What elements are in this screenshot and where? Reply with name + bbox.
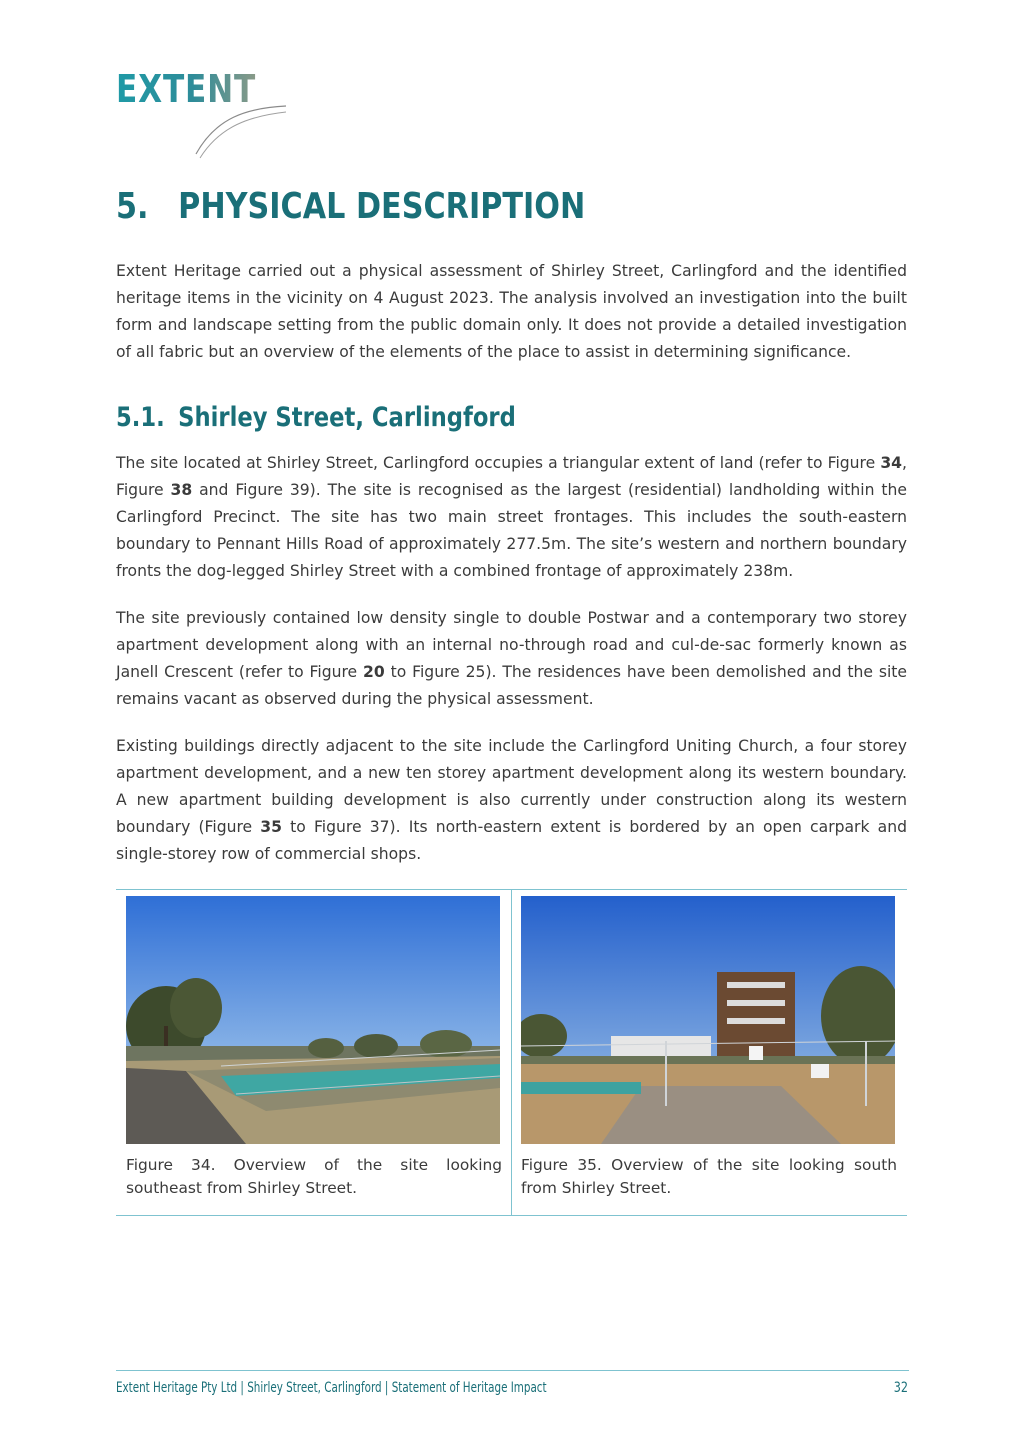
figure-35: [521, 896, 897, 1200]
site-photo-south: [521, 896, 895, 1144]
figure-ref-38: 38: [170, 481, 193, 499]
figure-34-caption: Figure 34. Overview of the site looking southeast from Shirley Street.: [126, 1156, 502, 1197]
subsection-number: 5.1.: [116, 402, 165, 433]
intro-paragraph: Extent Heritage carried out a physical assessment of Shirley Street, Carlingford and the identified heritage items in the vicinity on 4 August 2023. The analysis involved an investigation into the built form and landscape setting from the public domain only. It does not provide a detailed investigation of all fabric but an overview of the elements of the place to assist in determining significance.: [116, 262, 907, 361]
footer-text: Extent Heritage Pty Ltd | Shirley Street, Carlingford | Statement of Heritage Impact: [116, 1380, 547, 1396]
text-run: to Figure 37). Its north-eastern extent is bordered by an open carpark and single-storey row of commercial shops.: [116, 818, 907, 863]
figure-ref-34: 34: [880, 454, 903, 472]
figure-35-caption: Figure 35. Overview of the site looking south from Shirley Street.: [521, 1156, 897, 1197]
text-run: The site located at Shirley Street, Carlingford occupies a triangular extent of land (refer to Figure: [116, 454, 881, 472]
logo-swoosh-icon: [186, 96, 286, 160]
footer-divider: [116, 1370, 909, 1371]
section-title-text: PHYSICAL DESCRIPTION: [178, 186, 586, 227]
text-run: and Figure 39). The site is recognised as the largest (residential) landholding within the Carlingford Precinct. The site has two main street frontages. This includes the south-eastern boundary to Pennant Hills Road of approximately 277.5m. The site’s western and northern boundary fronts the dog-legged Shirley Street with a combined frontage of approximately 238m.: [116, 481, 907, 580]
paragraph-adjacent-buildings: [116, 733, 907, 868]
figure-divider: [511, 890, 512, 1215]
subsection-title-text: Shirley Street, Carlingford: [178, 402, 516, 433]
paragraph-site-location: [116, 450, 907, 585]
text-run: , Figure: [116, 454, 907, 499]
page-number: 32: [893, 1380, 908, 1396]
logo-wordmark: EXTENT: [116, 67, 257, 111]
subsection-heading: [116, 402, 516, 433]
extent-logo: [116, 67, 286, 160]
text-run: Existing buildings directly adjacent to the site include the Carlingford Uniting Church, a four storey apartment development, and a new ten storey apartment development along its western boundary. A new apartment building development is also currently under construction along its western boundary (Figure: [116, 737, 907, 836]
text-run: to Figure 25). The residences have been demolished and the site remains vacant as observed during the physical assessment.: [116, 663, 907, 708]
site-photo-southeast: [126, 896, 500, 1144]
figure-ref-35: 35: [260, 818, 282, 836]
figure-ref-20: 20: [363, 663, 385, 681]
section-heading: [116, 186, 585, 227]
figure-table: [116, 889, 907, 1216]
figure-34: [126, 896, 502, 1200]
paragraph-site-history: [116, 605, 907, 713]
section-number: 5.: [116, 186, 149, 227]
text-run: The site previously contained low density single to double Postwar and a contemporary two storey apartment development along with an internal no-through road and cul-de-sac formerly known as Janell Crescent (refer to Figure: [116, 609, 907, 681]
